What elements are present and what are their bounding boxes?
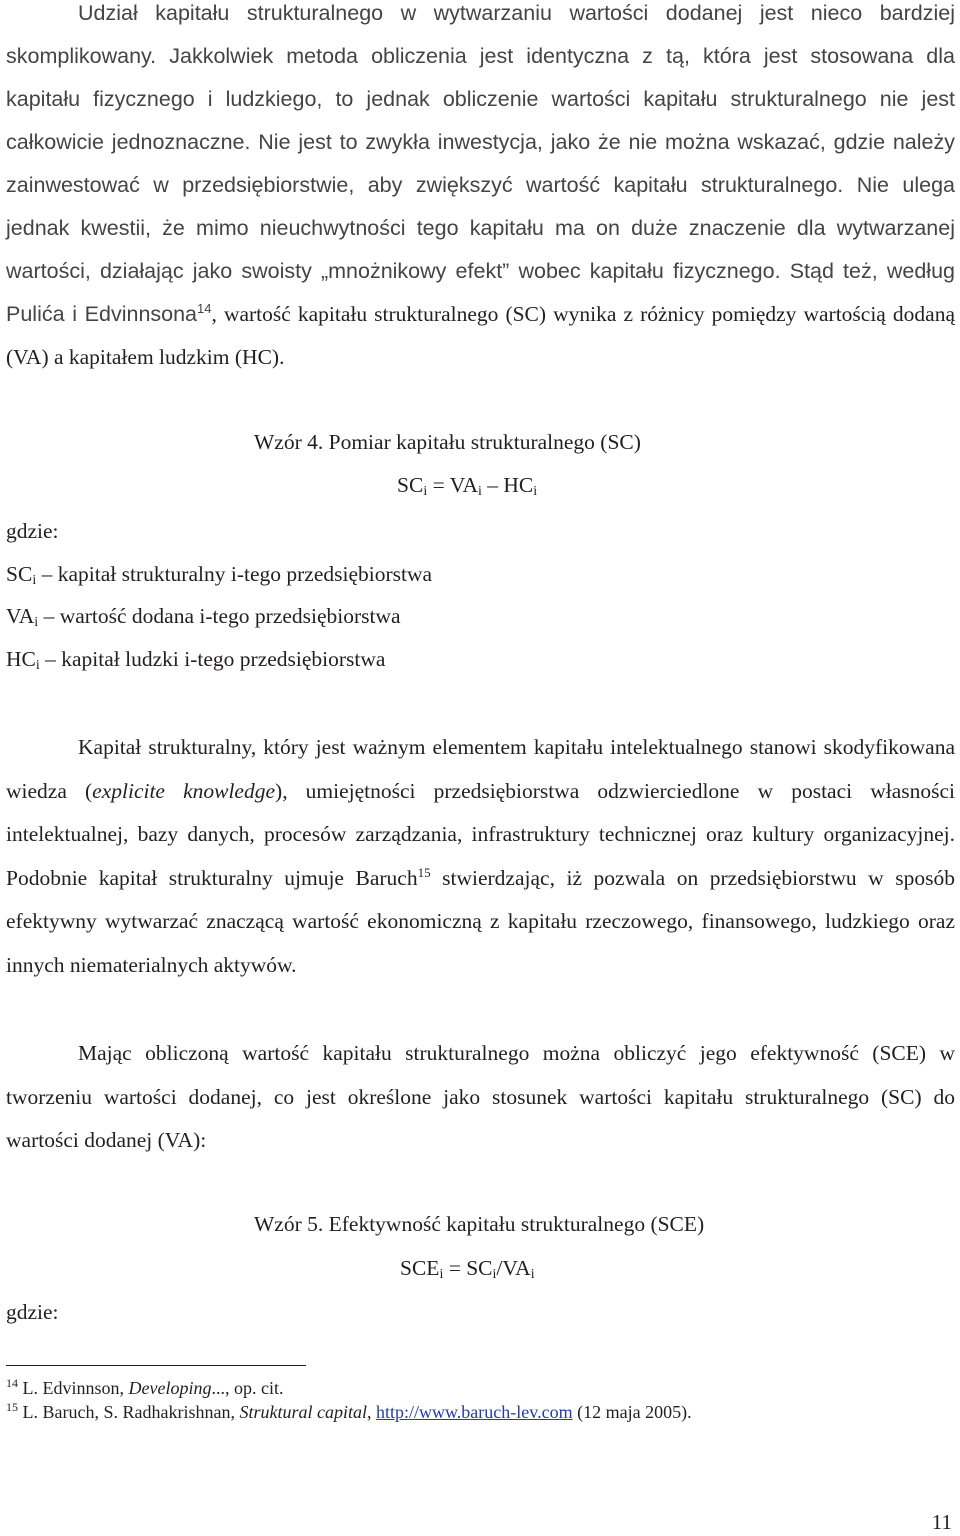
formula-4-equation: $SC_i = VA_i - HC_i$	[397, 473, 538, 499]
footnote-divider	[6, 1365, 306, 1366]
baruch-lev-link[interactable]: http://www.baruch-lev.com	[375, 1402, 573, 1422]
formula-5-where-label: gdzie:	[6, 1300, 59, 1324]
paragraph-sce-intro: Mając obliczoną wartość kapitału strukturalnego można obliczyć jego efektywność (SCE) w tworzeniu wartości dodanej, co jest określone jako stosunek wartości kapitału strukturalnego (SC) do wartości dodanej (VA):	[6, 1041, 955, 1152]
paragraph-structural-capital-intro	[6, 0, 955, 379]
footnote-14: $^{14}$ L. Edvinnson, Developing..., op. cit.	[6, 1376, 284, 1398]
definition-sc: $SC_i$ – kapitał strukturalny i-tego przedsiębiorstwa	[6, 562, 433, 588]
formula-5-equation: $SCE_i = SC_i/VA_i$	[400, 1256, 535, 1282]
paragraph-text: , wartość kapitału strukturalnego (SC) wynika z różnicy pomiędzy wartością dodaną (VA) a kapitałem ludzkim (HC).	[6, 302, 955, 369]
formula-4-title: Wzór 4. Pomiar kapitału strukturalnego (SC)	[254, 430, 641, 454]
paragraph-structural-capital-definition: Kapitał strukturalny, który jest ważnym elementem kapitału intelektualnego stanowi skodyfikowana wiedza (explicite knowledge), umiejętności przedsiębiorstwa odzwierciedlone w postaci własności intelektualnej, bazy danych, procesów zarządzania, infrastruktury technicznej oraz kultury organizacyjnej. Podobnie kapitał strukturalny ujmuje Baruch$^{15}$ stwierdzając, iż pozwala on przedsiębiorstwu w sposób efektywny wytwarzać znaczącą wartość ekonomiczną z kapitału rzeczowego, finansowego, ludzkiego oraz innych niematerialnych aktywów.	[6, 735, 956, 977]
formula-5-title: Wzór 5. Efektywność kapitału strukturalnego (SCE)	[254, 1212, 705, 1236]
explicite-knowledge-term: explicite knowledge	[92, 778, 276, 803]
definition-hc: $HC_i$ – kapitał ludzki i-tego przedsiębiorstwa	[6, 647, 386, 673]
footnote-ref-15[interactable]: 15	[417, 864, 431, 880]
paragraph-text: Udział kapitału strukturalnego w wytwarzaniu wartości dodanej jest nieco bardziej skomplikowany. Jakkolwiek metoda obliczenia jest identyczna z tą, która jest stosowana dla kapitału fizycznego i ludzkiego, to jednak obliczenie wartości kapitału strukturalnego nie jest całkowicie jednoznaczne. Nie jest to zwykła inwestycja, jako że nie można wskazać, gdzie należy zainwestować w przedsiębiorstwie, aby zwiększyć wartość kapitału strukturalnego. Nie ulega jednak kwestii, że mimo nieuchwytności tego kapitału ma on duże znaczenie dla wytwarzanej wartości, działając jako swoisty „mnożnikowy efekt” wobec kapitału fizycznego. Stąd też, według Pulića i Edvinnsona	[6, 1, 955, 326]
page-number: 11	[931, 1510, 952, 1534]
footnote-ref-14[interactable]: 14	[197, 300, 212, 316]
footnote-15: $^{15}$ L. Baruch, S. Radhakrishnan, Struktural capital, http://www.baruch-lev.com (12 maja 2005).	[6, 1400, 692, 1422]
definition-va: $VA_i$ – wartość dodana i-tego przedsiębiorstwa	[6, 604, 401, 630]
formula-4-where-label: gdzie:	[6, 519, 59, 543]
